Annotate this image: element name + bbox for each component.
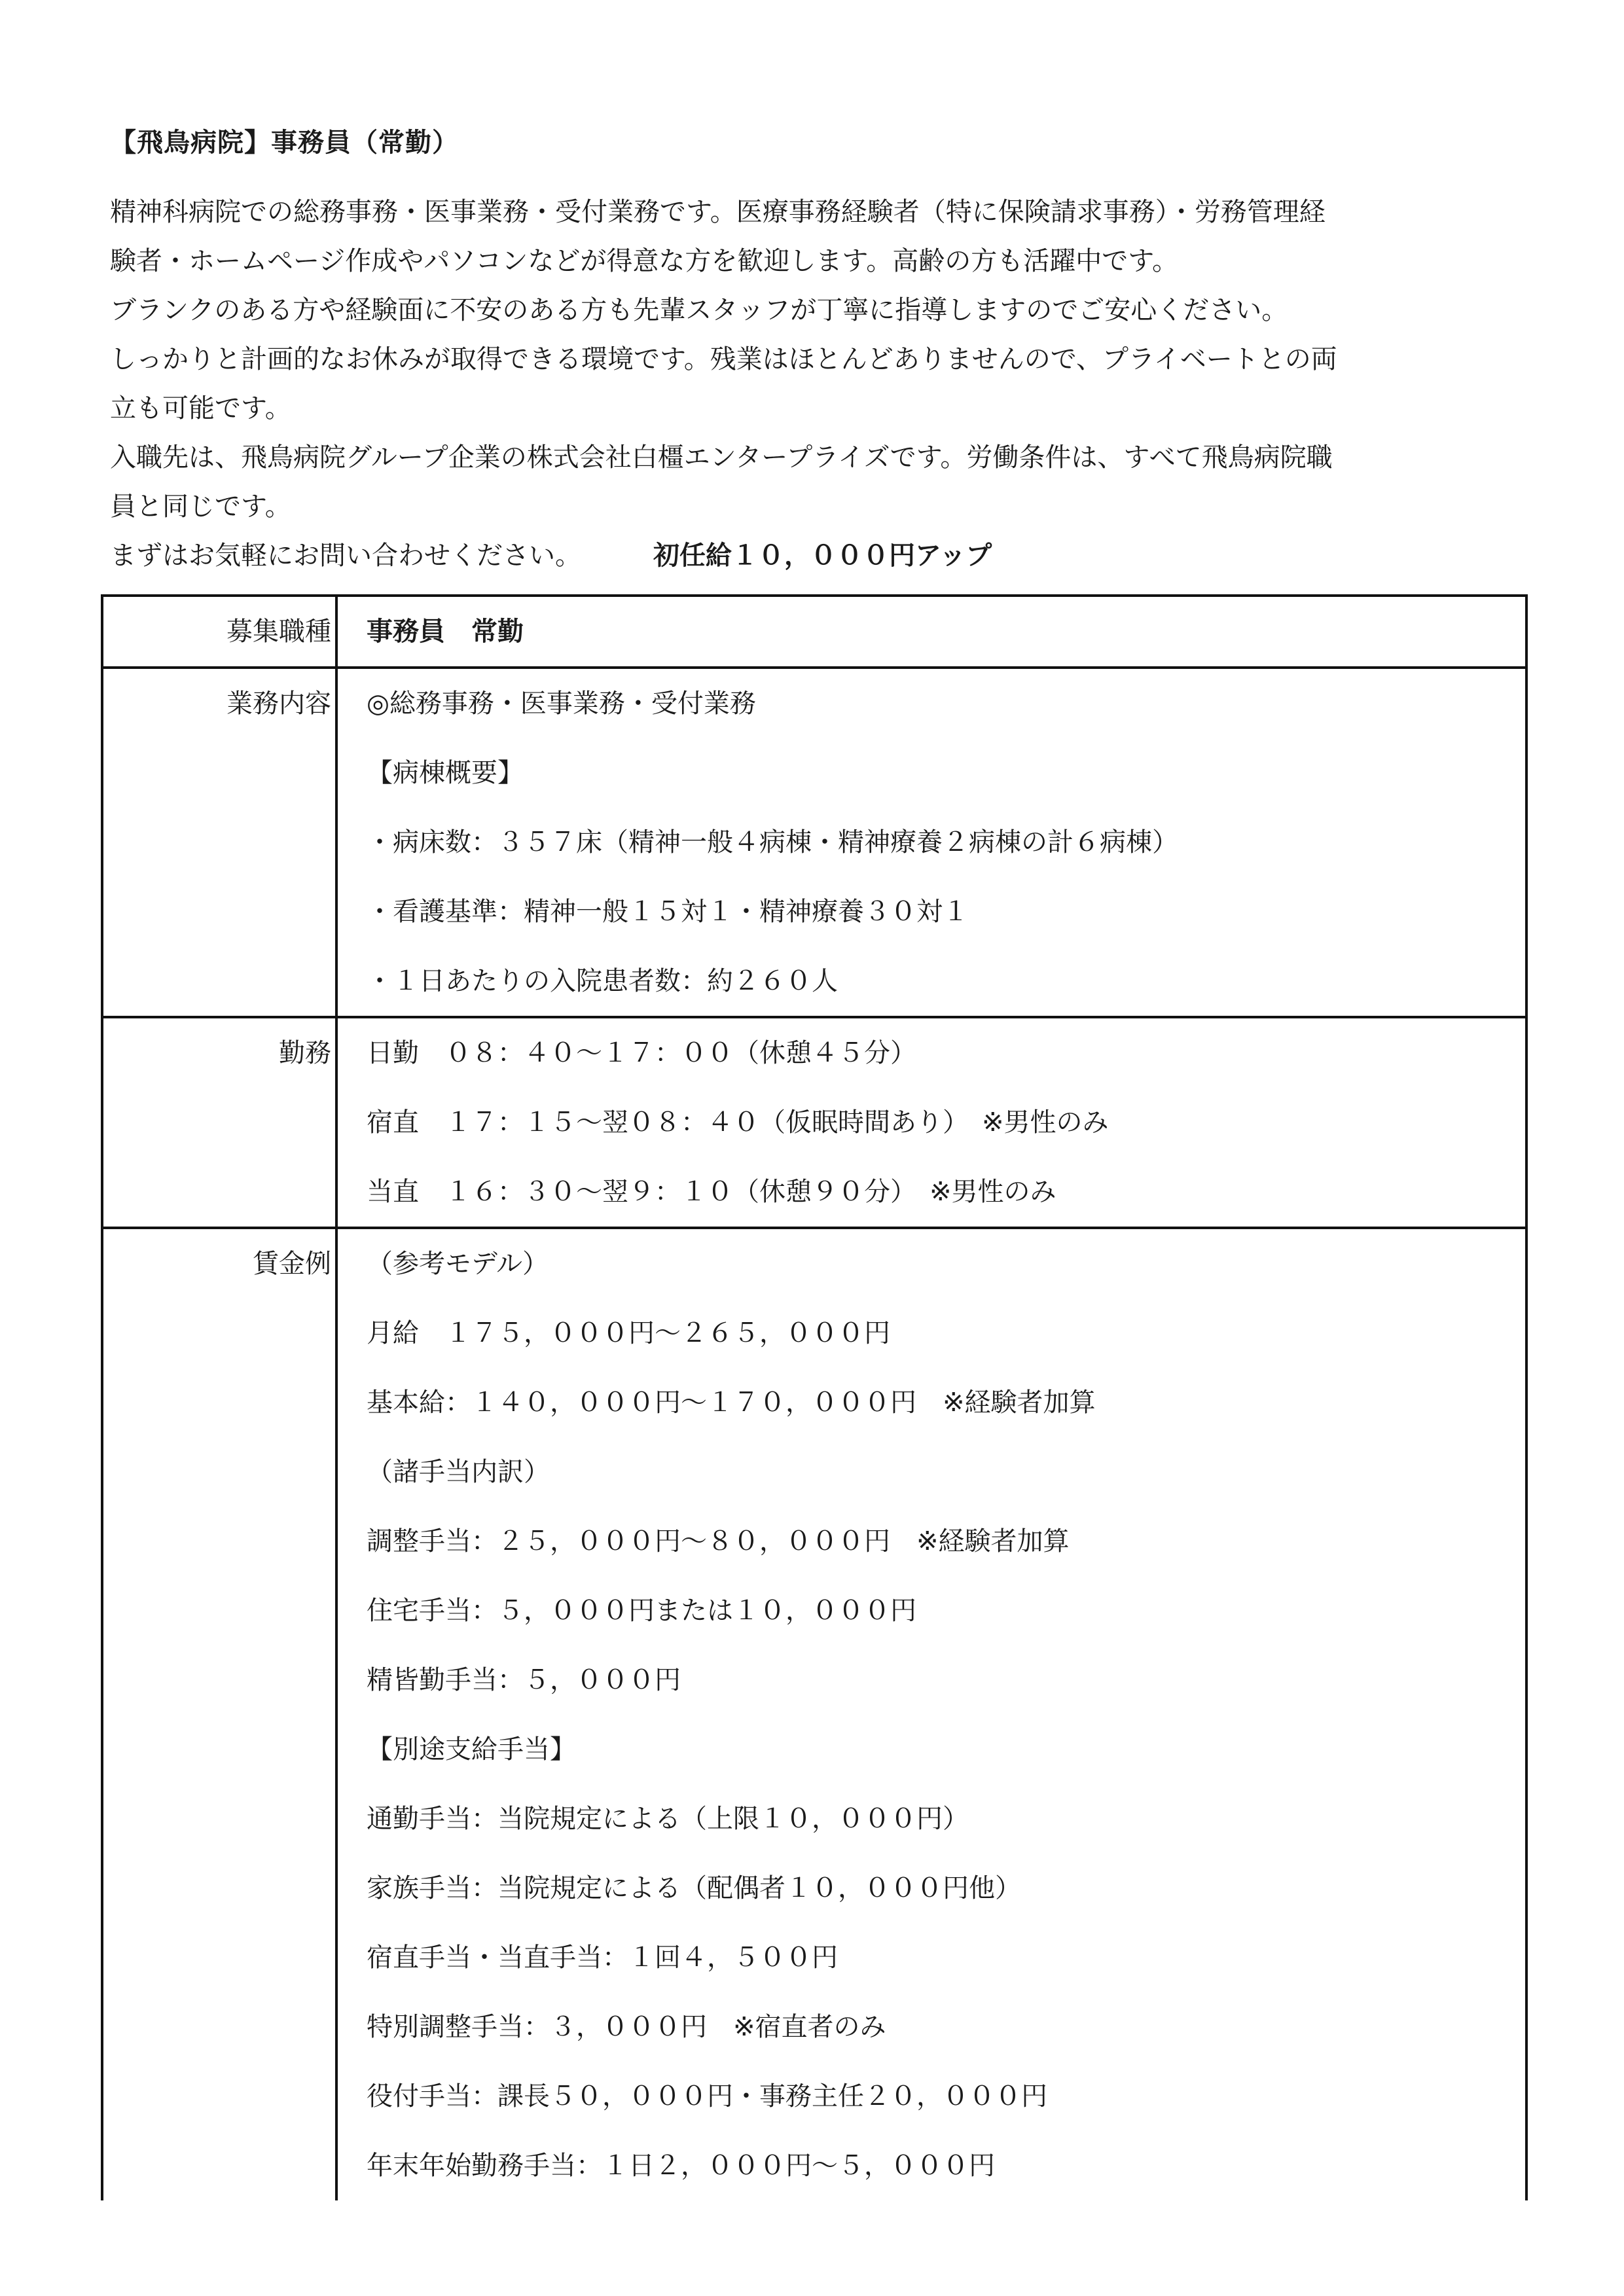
intro-line: 入職先は、飛鳥病院グループ企業の株式会社白橿エンタープライズです。労働条件は、すべて飛鳥病院職 — [110, 442, 1333, 473]
wage-line: 宿直手当・当直手当：１回４，５００円 — [367, 1943, 838, 1973]
work-content-label: 業務内容 — [102, 668, 336, 1017]
closing-text: まずはお気軽にお問い合わせください。 — [110, 541, 581, 571]
wage-line: 精皆勤手当：５，０００円 — [367, 1665, 681, 1695]
wage-line: 【別途支給手当】 — [367, 1734, 576, 1765]
recruitment-table — [101, 594, 1528, 2200]
intro-line: 験者・ホームページ作成やパソコンなどが得意な方を歓迎します。高齢の方も活躍中です。 — [110, 246, 1178, 276]
wage-line: 年末年始勤務手当：１日２，０００円～５，０００円 — [367, 2151, 995, 2181]
wage-line: 調整手当：２５，０００円～８０，０００円 ※経験者加算 — [367, 1526, 1070, 1556]
shift-line: 日勤 ０８：４０～１７：００（休憩４５分） — [367, 1038, 916, 1068]
work-content-line: ◎総務事務・医事業務・受付業務 — [367, 689, 756, 719]
job-type-value: 事務員 常勤 — [367, 617, 524, 647]
work-content-cell — [336, 668, 1526, 1017]
wage-line: （諸手当内訳） — [367, 1457, 550, 1487]
intro-line: しっかりと計画的なお休みが取得できる環境です。残業はほとんどありませんので、プライベートとの両 — [110, 344, 1337, 374]
shifts-label: 勤務 — [102, 1017, 336, 1228]
wage-line: 住宅手当：５，０００円または１０，０００円 — [367, 1596, 916, 1626]
wage-cell — [336, 1228, 1526, 2200]
closing-line — [110, 533, 1537, 583]
intro-line: 立も可能です。 — [110, 393, 291, 423]
job-type-label: 募集職種 — [102, 596, 336, 668]
shift-line: 当直 １６：３０～翌９：１０（休憩９０分） ※男性のみ — [367, 1177, 1056, 1207]
wage-line: 特別調整手当：３，０００円 ※宿直者のみ — [367, 2012, 886, 2042]
intro-line: ブランクのある方や経験面に不安のある方も先輩スタッフが丁寧に指導しますのでご安心ください。 — [110, 295, 1288, 325]
wage-line: 基本給：１４０，０００円～１７０，０００円 ※経験者加算 — [367, 1388, 1096, 1418]
shifts-cell — [336, 1017, 1526, 1228]
intro-line: 員と同じです。 — [110, 492, 291, 522]
work-content-line: ・１日あたりの入院患者数：約２６０人 — [367, 966, 838, 996]
row-work-content — [102, 668, 1526, 1017]
work-content-line: ・看護基準：精神一般１５対１・精神療養３０対１ — [367, 897, 969, 927]
intro-line: 精神科病院での総務事務・医事業務・受付業務です。医療事務経験者（特に保険請求事務）・労務管理経 — [110, 197, 1326, 227]
work-content-line: ・病床数：３５７床（精神一般４病棟・精神療養２病棟の計６病棟） — [367, 827, 1178, 857]
wage-line: 役付手当：課長５０，０００円・事務主任２０，０００円 — [367, 2081, 1047, 2111]
wage-label: 賃金例 — [102, 1228, 336, 2200]
wage-line: 通勤手当：当院規定による（上限１０，０００円） — [367, 1804, 969, 1834]
wage-line: 月給 １７５，０００円～２６５，０００円 — [367, 1318, 890, 1348]
wage-line: 家族手当：当院規定による（配偶者１０，０００円他） — [367, 1873, 1021, 1903]
job-type-value-cell — [336, 596, 1526, 668]
row-job-type — [102, 596, 1526, 668]
shift-line: 宿直 １７：１５～翌０８：４０（仮眠時間あり） ※男性のみ — [367, 1107, 1109, 1138]
row-shifts — [102, 1017, 1526, 1228]
row-wage — [102, 1228, 1526, 2200]
salary-highlight: 初任給１０，０００円アップ — [653, 541, 992, 571]
page-title: 【飛鳥病院】事務員（常勤） — [110, 128, 459, 158]
work-content-line: 【病棟概要】 — [367, 758, 524, 788]
wage-line: （参考モデル） — [367, 1249, 549, 1279]
intro-text — [110, 190, 1537, 583]
